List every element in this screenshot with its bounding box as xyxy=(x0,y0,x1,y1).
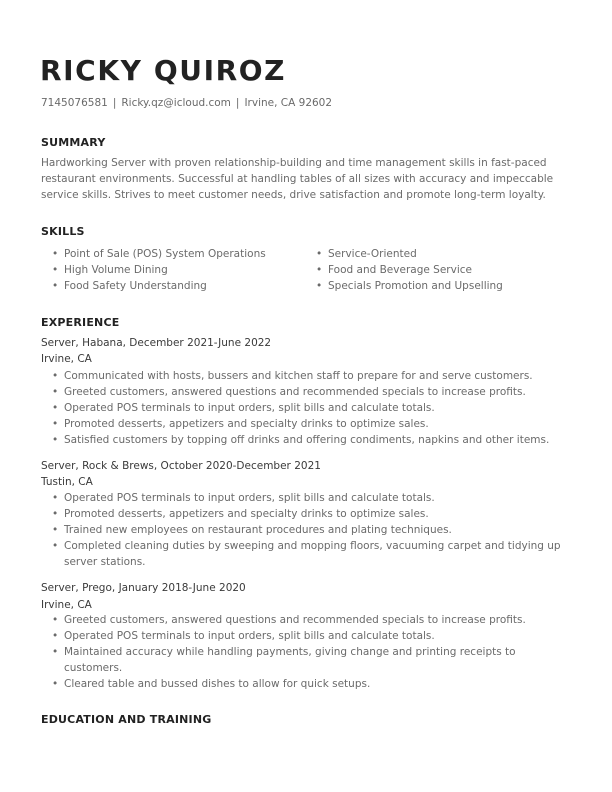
duty-item: • Trained new employees on restaurant procedures and plating techniques. xyxy=(52,522,562,538)
duty-item: • Promoted desserts, appetizers and specialty drinks to optimize sales. xyxy=(52,416,562,432)
contact-separator: | xyxy=(112,97,117,109)
skill-item: • Service-Oriented xyxy=(316,246,503,262)
contact-separator: | xyxy=(235,97,240,109)
skill-item: • High Volume Dining xyxy=(52,262,266,278)
duty-item: • Completed cleaning duties by sweeping and mopping floors, vacuuming carpet and tidying up server stations. xyxy=(52,538,562,570)
phone-number: 7145076581 xyxy=(41,97,108,109)
duty-item: • Greeted customers, answered questions and recommended specials to increase profits. xyxy=(52,384,562,400)
duty-item: • Operated POS terminals to input orders, split bills and calculate totals. xyxy=(52,628,562,644)
duty-item: • Operated POS terminals to input orders, split bills and calculate totals. xyxy=(52,490,562,506)
duty-item: • Cleared table and bussed dishes to allow for quick setups. xyxy=(52,676,562,692)
job-title: Server, Prego, January 2018-June 2020 xyxy=(41,582,246,594)
job-title: Server, Rock & Brews, October 2020-December 2021 xyxy=(41,460,321,472)
duty-item: • Promoted desserts, appetizers and specialty drinks to optimize sales. xyxy=(52,506,562,522)
skills-list-right xyxy=(316,246,503,294)
duty-item: • Satisfied customers by topping off drinks and offering condiments, napkins and other items. xyxy=(52,432,562,448)
skill-item: • Food Safety Understanding xyxy=(52,278,266,294)
duty-item: • Operated POS terminals to input orders, split bills and calculate totals. xyxy=(52,400,562,416)
duty-item: • Greeted customers, answered questions and recommended specials to increase profits. xyxy=(52,612,562,628)
job-location: Irvine, CA xyxy=(41,599,92,611)
job-duties-list xyxy=(52,612,562,692)
job-location: Irvine, CA xyxy=(41,353,92,365)
skills-list-left xyxy=(52,246,266,294)
duty-item: • Communicated with hosts, bussers and kitchen staff to prepare for and serve customers. xyxy=(52,368,562,384)
duty-item: • Maintained accuracy while handling payments, giving change and printing receipts to customers. xyxy=(52,644,562,676)
email-address: Ricky.qz@icloud.com xyxy=(121,97,231,109)
summary-heading: SUMMARY xyxy=(41,136,106,149)
skills-heading: SKILLS xyxy=(41,225,85,238)
job-duties-list xyxy=(52,368,562,448)
job-location: Tustin, CA xyxy=(41,476,93,488)
job-duties-list xyxy=(52,490,562,570)
skill-item: • Point of Sale (POS) System Operations xyxy=(52,246,266,262)
summary-text: Hardworking Server with proven relationship-building and time management skills in fast-paced restaurant environments. Successful at handling tables of all sizes with accuracy and impeccable service skills. Strives to meet customer needs, drive satisfaction and promote long-term loyalty. xyxy=(41,157,554,201)
job-title: Server, Habana, December 2021-June 2022 xyxy=(41,337,272,349)
skill-item: • Specials Promotion and Upselling xyxy=(316,278,503,294)
candidate-name: RICKY QUIROZ xyxy=(40,54,287,87)
skill-item: • Food and Beverage Service xyxy=(316,262,503,278)
contact-line xyxy=(41,97,332,109)
home-location: Irvine, CA 92602 xyxy=(244,97,333,109)
education-heading: EDUCATION AND TRAINING xyxy=(41,713,212,726)
experience-heading: EXPERIENCE xyxy=(41,316,120,329)
